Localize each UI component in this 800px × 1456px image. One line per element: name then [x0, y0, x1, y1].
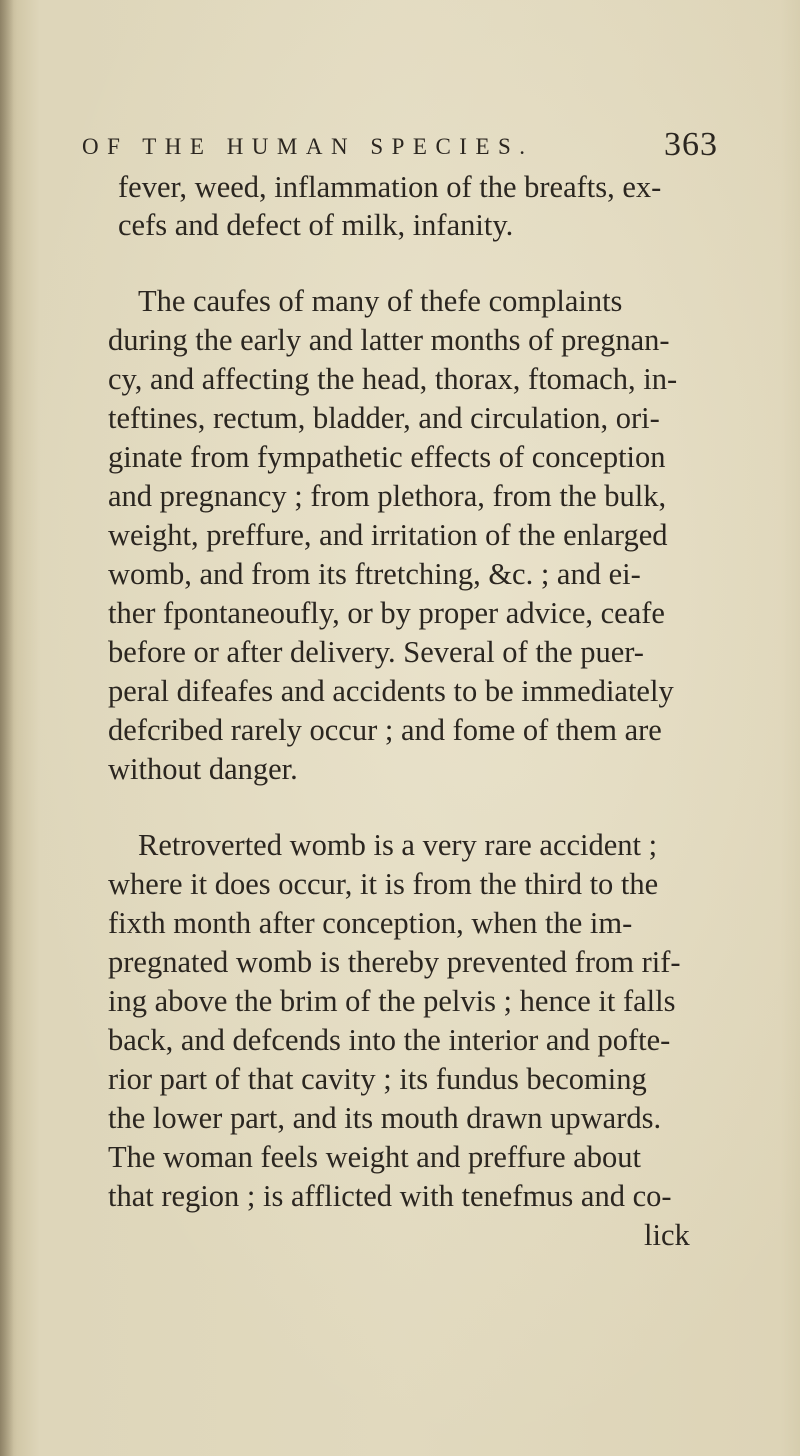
text-line: pregnated womb is thereby prevented from rif-	[108, 945, 681, 979]
text-line: fever, weed, inflammation of the breafts, ex-	[118, 170, 662, 204]
text-line: and pregnancy ; from plethora, from the bulk,	[108, 479, 667, 513]
catchword: lick	[644, 1218, 690, 1252]
text-line: womb, and from its ftretching, &c. ; and ei-	[108, 557, 641, 591]
text-line: peral difeafes and accidents to be immediately	[108, 674, 674, 708]
text-line: teftines, rectum, bladder, and circulation, ori-	[108, 401, 660, 435]
text-line: during the early and latter months of pregnan-	[108, 323, 670, 357]
text-line: that region ; is afflicted with tenefmus and co-	[108, 1179, 672, 1213]
text-line: the lower part, and its mouth drawn upwards.	[108, 1101, 662, 1135]
text-line: cy, and affecting the head, thorax, ftomach, in-	[108, 362, 678, 396]
running-head	[82, 128, 718, 168]
text-line: rior part of that cavity ; its fundus becoming	[108, 1062, 647, 1096]
text-line: without danger.	[108, 752, 298, 786]
paragraph-start-line: Retroverted womb is a very rare accident ;	[138, 828, 658, 862]
text-line: where it does occur, it is from the third to the	[108, 867, 659, 901]
gutter-shadow	[0, 0, 14, 1456]
text-line: ginate from fympathetic effects of conception	[108, 440, 666, 474]
text-line: ing above the brim of the pelvis ; hence it falls	[108, 984, 676, 1018]
text-line: before or after delivery. Several of the puer-	[108, 635, 644, 669]
running-title: OF THE HUMAN SPECIES.	[82, 134, 534, 159]
text-line: The woman feels weight and preffure about	[108, 1140, 641, 1174]
text-line: ther fpontaneoufly, or by proper advice, ceafe	[108, 596, 665, 630]
page-number: 363	[664, 126, 718, 163]
text-line: cefs and defect of milk, infanity.	[118, 208, 514, 242]
text-line: back, and defcends into the interior and pofte-	[108, 1023, 671, 1057]
text-line: weight, preffure, and irritation of the enlarged	[108, 518, 668, 552]
text-line: fixth month after conception, when the im-	[108, 906, 633, 940]
paragraph-start-line: The caufes of many of thefe complaints	[138, 284, 623, 318]
text-line: defcribed rarely occur ; and fome of them are	[108, 713, 662, 747]
